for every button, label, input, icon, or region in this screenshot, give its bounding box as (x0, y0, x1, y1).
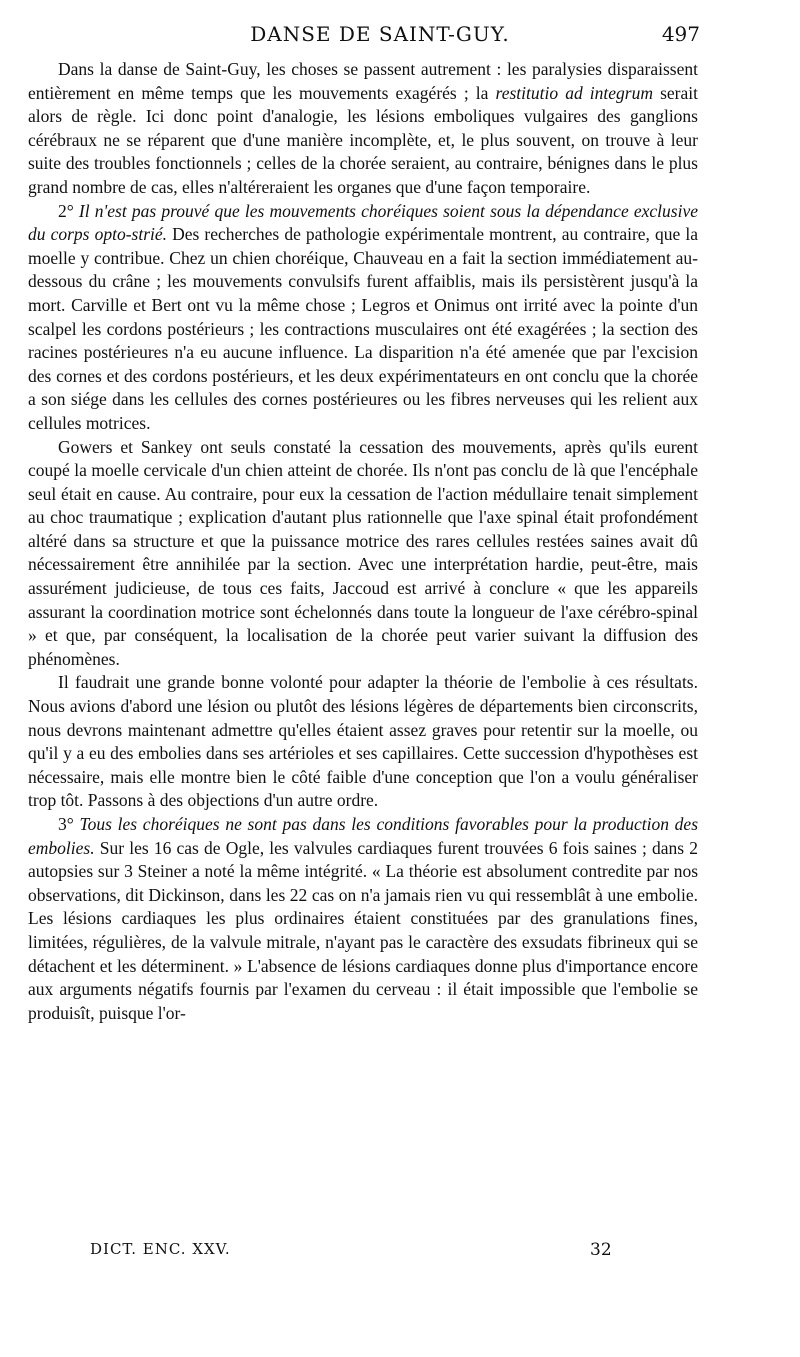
body-text (28, 58, 698, 1025)
running-title: DANSE DE SAINT-GUY. (250, 22, 510, 46)
page-number: 497 (661, 22, 700, 46)
paragraph-2 (28, 200, 698, 436)
paragraph-1-text-b: serait alors de règle. Ici donc point d'analogie, les lésions emboliques vulgaires des ganglions cérébraux ne se réparent que d'une manière incomplète, et, le plus souvent, on trouve à leur suite des troubles fonctionnels ; celles de la chorée seraient, au contraire, bénignes dans le plus grand nombre de cas, elles n'altéreraient les organes que d'une façon temporaire. (28, 82, 698, 197)
signature-mark: DICT. ENC. XXV. (90, 1240, 231, 1258)
paragraph-2-text: Des recherches de pathologie expérimentale montrent, au contraire, que la moelle y contribue. Chez un chien choréique, Chauveau en a fait la section immédiatement au-dessous du crâne ; les mouvements convulsifs furent affaiblis, mais ils persistèrent jusqu'à la mort. Carville et Bert ont vu la même chose ; Legros et Onimus ont irrité avec la pointe d'un scalpel les cordons postérieurs ; les contractions musculaires ont été exagérées ; la section des racines postérieures n'a eu aucune influence. La disparition n'a été amenée que par l'excision des cornes et des cordons postérieurs, et les deux expérimentateurs en ont conclu que la chorée a son siége dans les cellules des cornes postérieures ou les fibres nerveuses qui les relient aux cellules motrices. (28, 224, 698, 433)
paragraph-1 (28, 58, 698, 200)
paragraph-5 (28, 813, 698, 1025)
page-footer (90, 1240, 650, 1264)
paragraph-1-text-a: Dans la danse de Saint-Guy, les choses se passent autrement : les paralysies disparaissent entièrement en même temps que les mouvements exagérés ; la (28, 59, 698, 103)
paragraph-5-number: 3° (58, 814, 80, 834)
paragraph-4: Il faudrait une grande bonne volonté pour adapter la théorie de l'embolie à ces résultats. Nous avions d'abord une lésion ou plutôt des lésions légères de départements bien circonscrits, nous devrons maintenant admettre qu'elles étaient assez graves pour retentir sur la moelle, ou qu'il y a eu des embolies dans ses artérioles et ses capillaires. Cette succession d'hypothèses est nécessaire, mais elle montre bien le côté faible d'une conception que l'on a voulu généraliser trop tôt. Passons à des objections d'un autre ordre. (28, 672, 698, 811)
paragraph-5-italic: Tous les choréiques ne sont pas dans les conditions favorables pour la production des embolies. (28, 814, 699, 858)
paragraph-2-number: 2° (58, 200, 79, 221)
paragraph-1-italic: restitutio ad integrum (495, 82, 653, 103)
paragraph-5-text: Sur les 16 cas de Ogle, les valvules cardiaques furent trouvées 6 fois saines ; dans 2 autopsies sur 3 Steiner a noté la même intégrité. « La théorie est absolument contredite par nos observations, dit Dickinson, dans les 22 cas on n'a jamais rien vu qui ressemblât à une embolie. Les lésions cardiaques les plus ordinaires étaient constituées par des granulations fines, limitées, régulières, de la valvule mitrale, n'ayant pas le caractère des exsudats fibrineux qui se détachent et les déterminent. » L'absence de lésions cardiaques donne plus d'importance encore aux arguments négatifs fournis par l'examen du cerveau : il était impossible que l'embolie se produisît, puisque l'or- (28, 837, 698, 1023)
paragraph-2-italic: Il n'est pas prouvé que les mouvements choréiques soient sous la dépendance exclusive du corps opto-strié. (28, 200, 698, 245)
page-header (60, 22, 700, 52)
sheet-number: 32 (590, 1240, 612, 1260)
paragraph-3: Gowers et Sankey ont seuls constaté la cessation des mouvements, après qu'ils eurent coupé la moelle cervicale d'un chien atteint de chorée. Ils n'ont pas conclu de là que l'encéphale seul était en cause. Au contraire, pour eux la cessation de l'action médullaire tenait simplement au choc traumatique ; explication d'autant plus rationnelle que l'axe spinal était profondément altéré dans sa structure et que la puissance motrice des rares cellules restées saines avait dû nécessairement être annihilée par la section. Avec une interprétation hardie, peut-être, mais assurément judicieuse, de tous ces faits, Jaccoud est arrivé à conclure « que les appareils assurant la coordination motrice sont échelonnés dans toute la longueur de l'axe cérébro-spinal » et que, par conséquent, la localisation de la chorée peut varier suivant la diffusion des phénomènes. (28, 436, 698, 669)
